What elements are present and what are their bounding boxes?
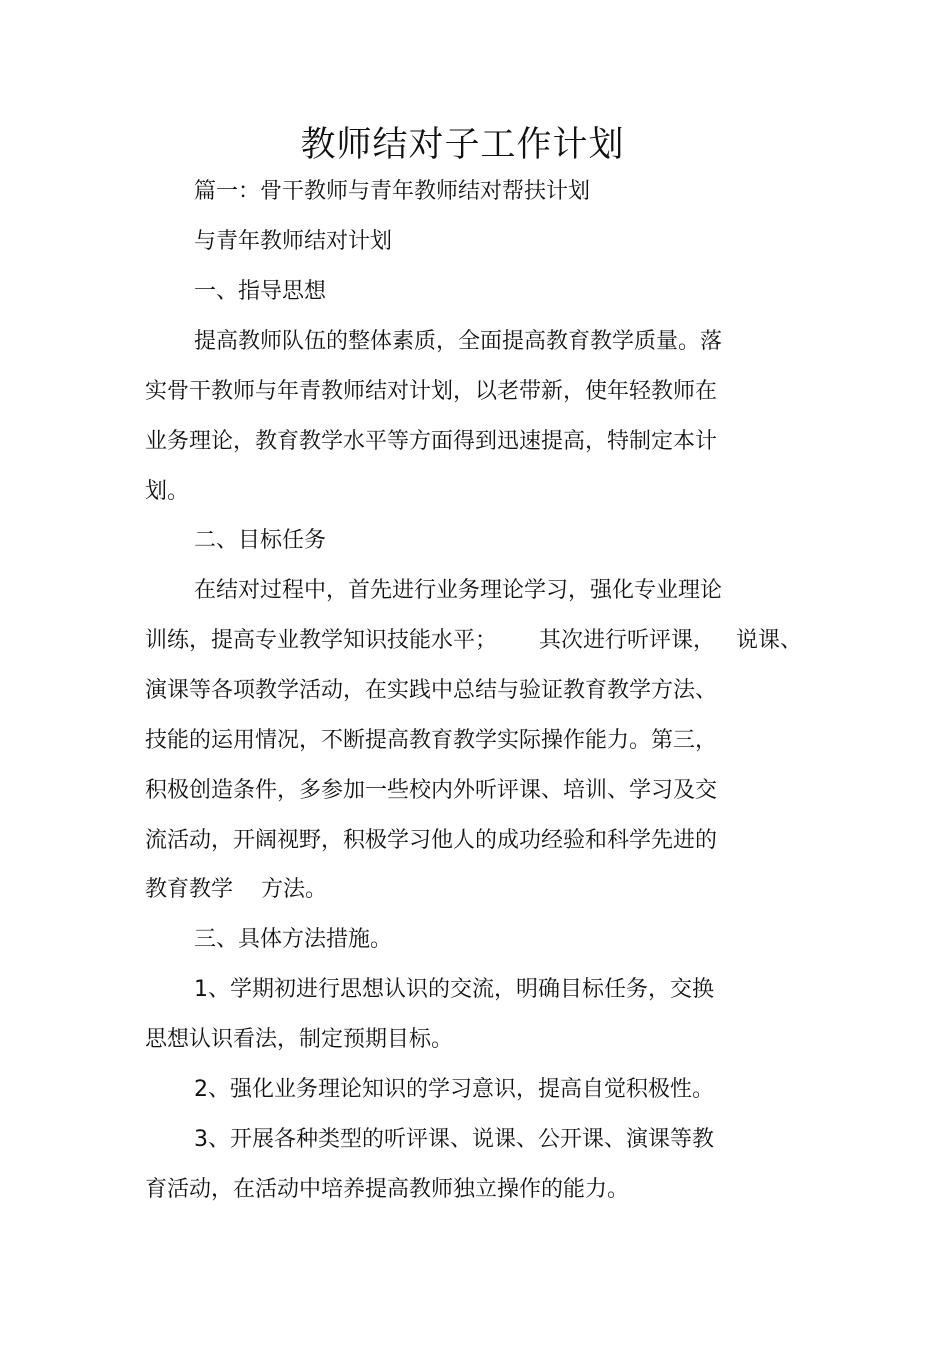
paragraph-line: 业务理论，教育教学水平等方面得到迅速提高，特制定本计 [145,429,718,454]
section-heading: 一、指导思想 [194,279,327,304]
list-item-line: 2、强化业务理论知识的学习意识，提高自觉积极性。 [194,1077,714,1102]
subtitle-line: 篇一：骨干教师与青年教师结对帮扶计划 [194,179,591,204]
paragraph-line: 教育教学 方法。 [145,877,327,902]
document-title: 教师结对子工作计划 [300,125,625,165]
list-item-line: 育活动，在活动中培养提高教师独立操作的能力。 [145,1177,630,1202]
subtitle-line: 与青年教师结对计划 [194,229,393,254]
paragraph-line: 流活动，开阔视野，积极学习他人的成功经验和科学先进的 [145,828,718,853]
paragraph-line: 训练，提高专业教学知识技能水平； 其次进行听评课， 说课、 [145,628,802,653]
paragraph-line: 演课等各项教学活动，在实践中总结与验证教育教学方法、 [145,678,718,703]
paragraph-line: 实骨干教师与年青教师结对计划，以老带新，使年轻教师在 [145,379,718,404]
section-heading: 二、目标任务 [194,528,327,553]
list-item-line: 思想认识看法，制定预期目标。 [145,1027,454,1052]
section-heading: 三、具体方法措施。 [194,927,393,952]
list-item-line: 1、学期初进行思想认识的交流，明确目标任务，交换 [194,977,714,1002]
paragraph-line: 积极创造条件，多参加一些校内外听评课、培训、学习及交 [145,778,718,803]
paragraph-line: 划。 [145,479,190,504]
list-item-line: 3、开展各种类型的听评课、说课、公开课、演课等教 [194,1127,714,1152]
paragraph-line: 在结对过程中，首先进行业务理论学习，强化专业理论 [194,578,723,603]
paragraph-line: 技能的运用情况，不断提高教育教学实际操作能力。第三， [145,728,718,753]
paragraph-line: 提高教师队伍的整体素质，全面提高教育教学质量。落 [194,329,723,354]
